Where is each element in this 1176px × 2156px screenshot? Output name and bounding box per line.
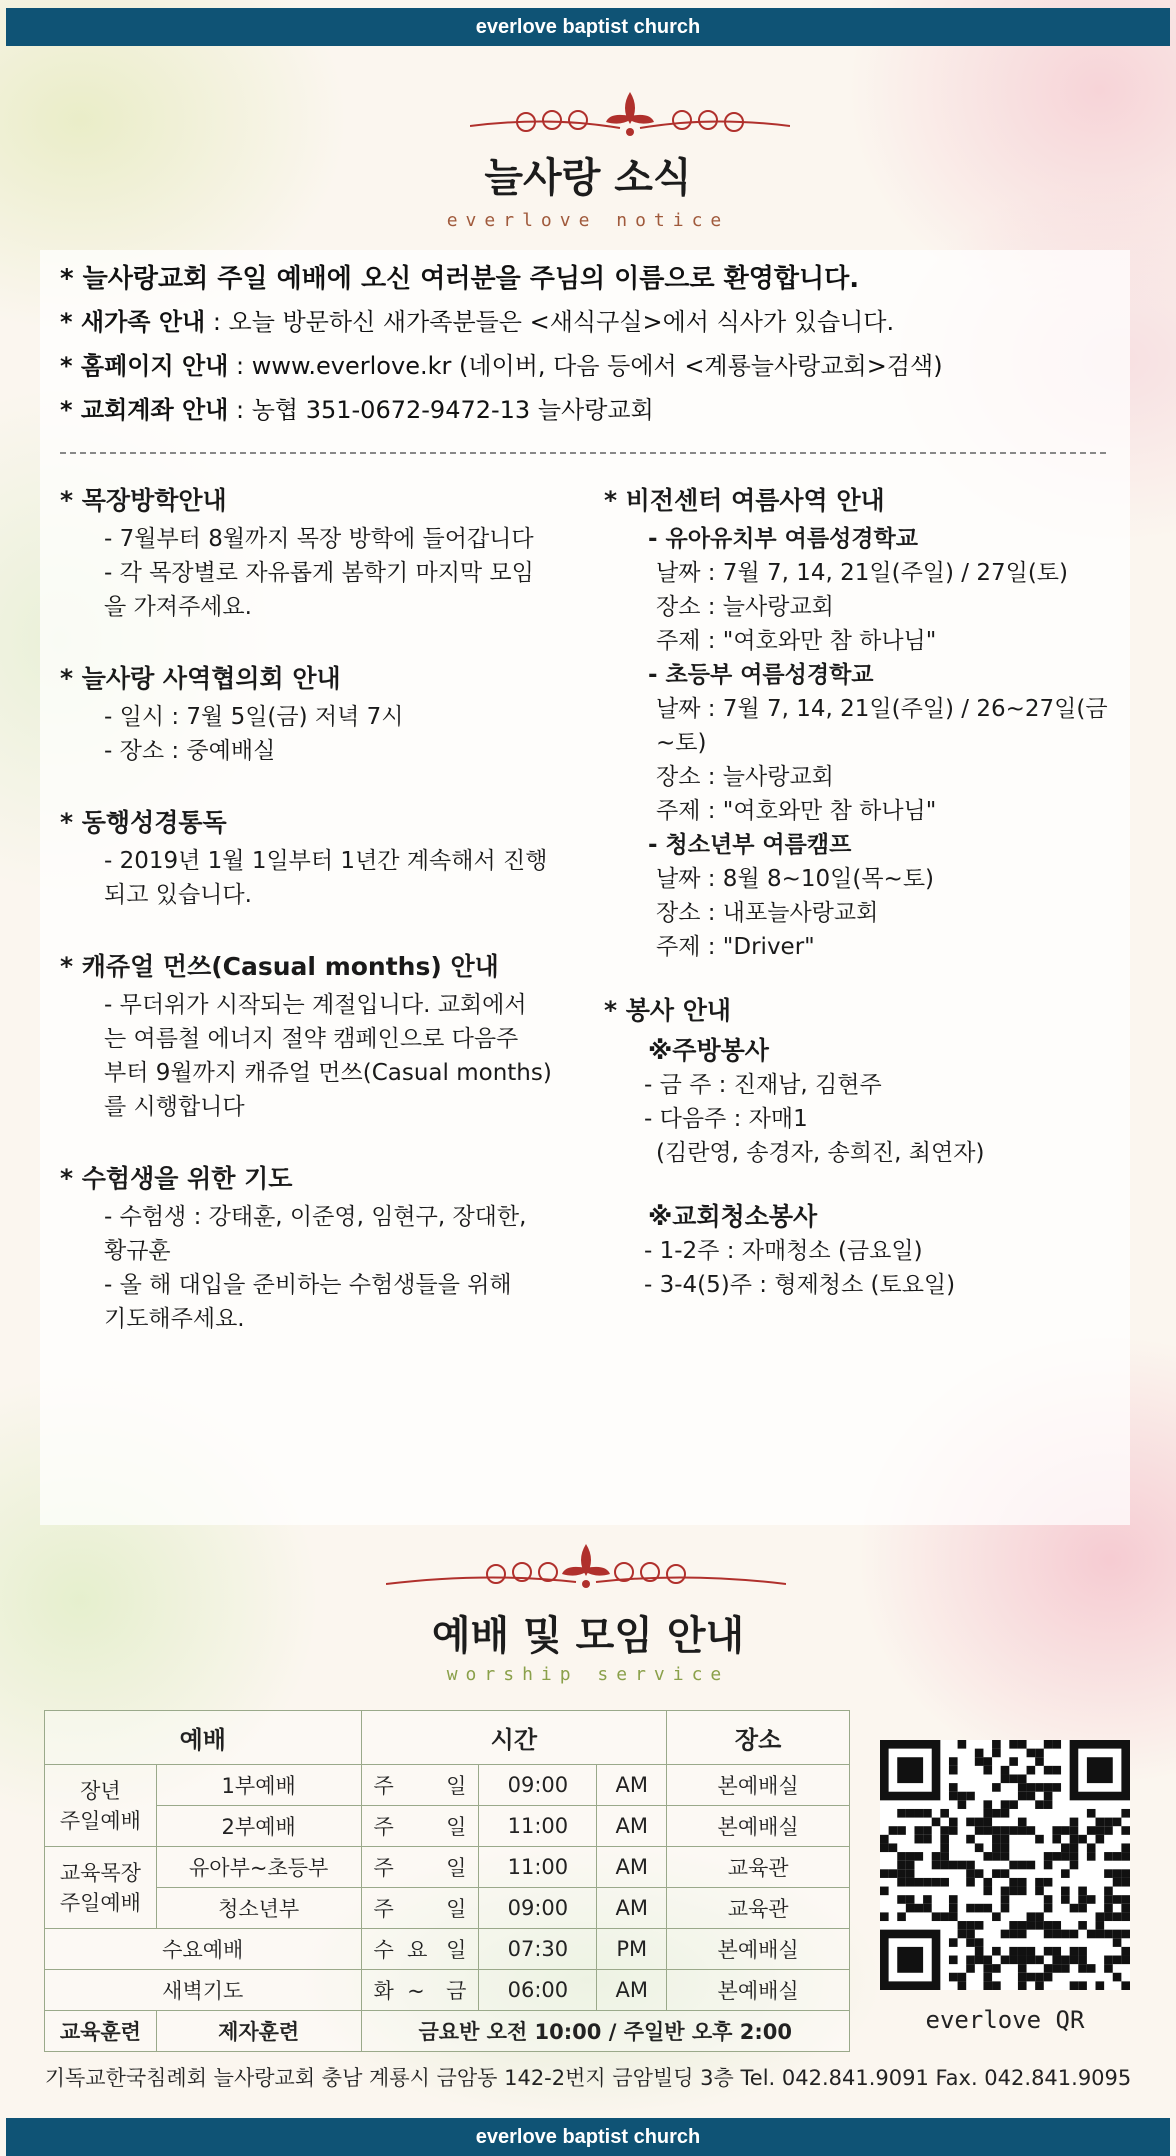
text-line: - 올 해 대입을 준비하는 수험생들을 위해 xyxy=(104,1272,512,1298)
dashed-divider xyxy=(60,452,1106,454)
table-row xyxy=(45,1847,850,1888)
text-line: 기도해주세요. xyxy=(104,1306,245,1332)
time-cell: 07:30 xyxy=(479,1929,597,1970)
table-row xyxy=(45,1888,850,1929)
day-part: 일 xyxy=(446,1774,467,1798)
text-line: - 각 목장별로 자유롭게 봄학기 마지막 모임 xyxy=(104,560,534,586)
time-cell: 11:00 xyxy=(479,1806,597,1847)
ampm-cell: AM xyxy=(597,1970,667,2011)
text-line: 을 가져주세요. xyxy=(104,594,252,620)
day-part: 일 xyxy=(446,1856,467,1880)
text-line: 날짜 : 7월 7, 14, 21일(주일) / 26~27일(금~토) xyxy=(656,696,1108,756)
place-cell: 본예배실 xyxy=(667,1929,850,1970)
group-label: 교육목장 주일예배 xyxy=(59,1860,141,1915)
notice-subtitle: everlove notice xyxy=(446,210,730,231)
worship-schedule-table xyxy=(44,1710,850,2052)
group-cell xyxy=(45,1847,157,1929)
day-cell xyxy=(361,1847,479,1888)
text-line: - 수험생 : 강태훈, 이준영, 임현구, 장대한, xyxy=(104,1204,527,1230)
day-part: 금 xyxy=(446,1979,467,2003)
qr-label: everlove QR xyxy=(925,2006,1085,2034)
text-line: - 장소 : 중예배실 xyxy=(104,738,276,764)
place-cell: 교육관 xyxy=(667,1847,850,1888)
text-line: - 1-2주 : 자매청소 (금요일) xyxy=(644,1238,923,1264)
day-part: 화 ~ xyxy=(373,1979,425,2003)
training-time: 금요반 오전 10:00 / 주일반 오후 2:00 xyxy=(361,2011,850,2052)
notice-homepage: * 홈페이지 안내 : www.everlove.kr (네이버, 다음 등에서 <계룡늘사랑교회>검색) xyxy=(60,352,943,380)
header-place: 장소 xyxy=(667,1711,850,1765)
day-part: 일 xyxy=(446,1815,467,1839)
program-name: - 초등부 여름성경학교 xyxy=(648,662,874,688)
day-cell xyxy=(361,1970,479,2011)
service-subheading: ※주방봉사 xyxy=(648,1036,769,1065)
notice-new-family: * 새가족 안내 : 오늘 방문하신 새가족분들은 <새식구실>에서 식사가 있습니다. xyxy=(60,308,895,336)
text-line: 주제 : "여호와만 참 하나님" xyxy=(656,628,937,654)
text-line: 장소 : 늘사랑교회 xyxy=(656,594,834,620)
section-heading: * 봉사 안내 xyxy=(604,996,732,1025)
qr-code-icon[interactable] xyxy=(880,1740,1130,1990)
table-row xyxy=(45,1970,850,2011)
text-line: 주제 : "여호와만 참 하나님" xyxy=(656,798,937,824)
worship-subtitle: worship service xyxy=(446,1664,730,1685)
table-row xyxy=(45,1765,850,1806)
worship-title: 예배 및 모임 안내 xyxy=(431,1612,745,1659)
day-cell xyxy=(361,1929,479,1970)
day-cell xyxy=(361,1765,479,1806)
text-line: - 금 주 : 진재남, 김현주 xyxy=(644,1072,882,1098)
text-line: 는 여름철 에너지 절약 캠페인으로 다음주 xyxy=(104,1026,519,1052)
text-line: - 3-4(5)주 : 형제청소 (토요일) xyxy=(644,1272,956,1298)
time-cell: 09:00 xyxy=(479,1888,597,1929)
service-subheading: ※교회청소봉사 xyxy=(648,1202,818,1231)
ampm-cell: AM xyxy=(597,1765,667,1806)
day-cell xyxy=(361,1806,479,1847)
day-part: 일 xyxy=(446,1938,467,1962)
left-column xyxy=(60,484,580,1336)
notice-welcome: * 늘사랑교회 주일 예배에 오신 여러분을 주님의 이름으로 환영합니다. xyxy=(60,264,860,294)
text-line: - 2019년 1월 1일부터 1년간 계속해서 진행 xyxy=(104,848,548,874)
notice-title: 늘사랑 소식 xyxy=(484,154,692,201)
place-cell: 본예배실 xyxy=(667,1806,850,1847)
service-name: 유아부~초등부 xyxy=(156,1847,361,1888)
right-column xyxy=(604,484,1124,1302)
day-part: 수 요 xyxy=(373,1938,428,1962)
service-name: 새벽기도 xyxy=(45,1970,362,2011)
section-heading: * 동행성경통독 xyxy=(60,808,227,837)
header-worship: 예배 xyxy=(45,1711,362,1765)
text-line: - 7월부터 8월까지 목장 방학에 들어갑니다 xyxy=(104,526,534,552)
church-address: 기독교한국침례회 늘사랑교회 충남 계룡시 금암동 142-2번지 금암빌딩 3층 Tel. 042.841.9091 Fax. 042.841.9095 xyxy=(44,2066,1132,2090)
training-label: 교육훈련 xyxy=(45,2011,157,2052)
time-cell: 06:00 xyxy=(479,1970,597,2011)
service-name: 청소년부 xyxy=(156,1888,361,1929)
training-name: 제자훈련 xyxy=(156,2011,361,2052)
text-line: 황규훈 xyxy=(104,1238,171,1264)
service-name: 수요예배 xyxy=(45,1929,362,1970)
text-line: 날짜 : 8월 8~10일(목~토) xyxy=(656,866,935,892)
ampm-cell: AM xyxy=(597,1888,667,1929)
section-heading: * 캐쥬얼 먼쓰(Casual months) 안내 xyxy=(60,952,499,981)
text-line: 장소 : 늘사랑교회 xyxy=(656,764,834,790)
text-line: 장소 : 내포늘사랑교회 xyxy=(656,900,879,926)
ornament-divider-icon xyxy=(386,1540,786,1598)
place-cell: 본예배실 xyxy=(667,1970,850,2011)
bottom-banner: everlove baptist church xyxy=(6,2118,1170,2156)
text-line: - 다음주 : 자매1 xyxy=(644,1106,808,1132)
day-part: 주 xyxy=(373,1774,394,1798)
header-time: 시간 xyxy=(361,1711,667,1765)
day-part: 주 xyxy=(373,1897,394,1921)
section-heading: * 수험생을 위한 기도 xyxy=(60,1164,293,1193)
text-line: - 무더위가 시작되는 계절입니다. 교회에서 xyxy=(104,992,527,1018)
ampm-cell: AM xyxy=(597,1847,667,1888)
ampm-cell: AM xyxy=(597,1806,667,1847)
text-line: 날짜 : 7월 7, 14, 21일(주일) / 27일(토) xyxy=(656,560,1069,586)
table-header-row xyxy=(45,1711,850,1765)
text-line: 부터 9월까지 캐쥬얼 먼쓰(Casual months) xyxy=(104,1060,552,1086)
place-cell: 본예배실 xyxy=(667,1765,850,1806)
notice-account: * 교회계좌 안내 : 농협 351-0672-9472-13 늘사랑교회 xyxy=(60,396,654,424)
group-label: 장년 주일예배 xyxy=(59,1778,141,1833)
group-cell xyxy=(45,1765,157,1847)
text-line: (김란영, 송경자, 송희진, 최연자) xyxy=(656,1140,985,1166)
text-line: - 일시 : 7월 5일(금) 저녁 7시 xyxy=(104,704,404,730)
text-line: 주제 : "Driver" xyxy=(656,934,815,960)
service-name: 1부예배 xyxy=(156,1765,361,1806)
service-name: 2부예배 xyxy=(156,1806,361,1847)
table-row xyxy=(45,2011,850,2052)
ornament-divider-icon xyxy=(470,86,790,144)
table-row xyxy=(45,1929,850,1970)
day-part: 주 xyxy=(373,1815,394,1839)
table-row xyxy=(45,1806,850,1847)
text-line: 되고 있습니다. xyxy=(104,882,252,908)
text-line: 를 시행합니다 xyxy=(104,1094,245,1120)
ampm-cell: PM xyxy=(597,1929,667,1970)
day-cell xyxy=(361,1888,479,1929)
day-part: 주 xyxy=(373,1856,394,1880)
day-part: 일 xyxy=(446,1897,467,1921)
section-heading: * 비전센터 여름사역 안내 xyxy=(604,486,885,515)
program-name: - 유아유치부 여름성경학교 xyxy=(648,526,918,552)
program-name: - 청소년부 여름캠프 xyxy=(648,832,852,858)
section-heading: * 늘사랑 사역협의회 안내 xyxy=(60,664,341,693)
place-cell: 교육관 xyxy=(667,1888,850,1929)
time-cell: 09:00 xyxy=(479,1765,597,1806)
time-cell: 11:00 xyxy=(479,1847,597,1888)
section-heading: * 목장방학안내 xyxy=(60,486,227,515)
top-banner: everlove baptist church xyxy=(6,8,1170,46)
